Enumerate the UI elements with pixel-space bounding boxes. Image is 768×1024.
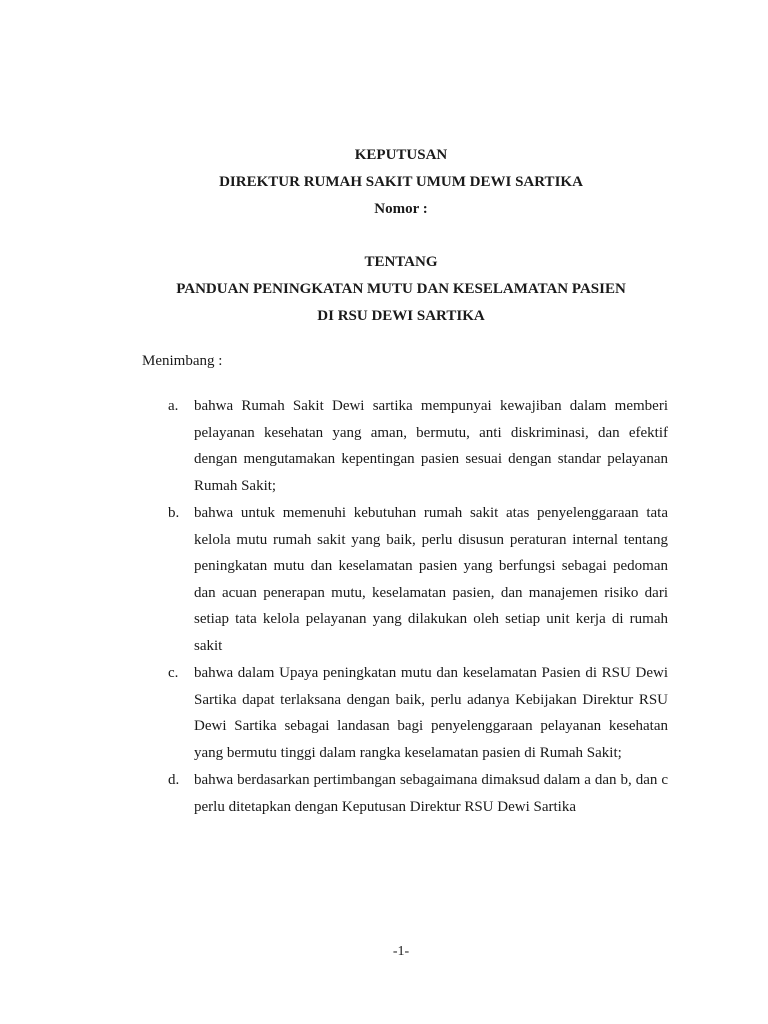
about-label: TENTANG xyxy=(364,254,438,270)
decree-title: KEPUTUSAN xyxy=(354,147,448,163)
clause-text: bahwa dalam Upaya peningkatan mutu dan keselamatan Pasien di RSU Dewi Sartika dapat terlaksana dengan baik, perlu adanya Kebijakan Direktur RSU Dewi Sartika sebagai landasan bagi penyelenggaraan pelayanan kesehatan yang bermutu tinggi dalam rangka keselamatan pasien di Rumah Sakit; xyxy=(194,665,668,761)
clause-text: bahwa berdasarkan pertimbangan sebagaimana dimaksud dalam a dan b, dan c perlu ditetapkan dengan Keputusan Direktur RSU Dewi Sartika xyxy=(194,772,668,815)
subject-line-2: DI RSU DEWI SARTIKA xyxy=(317,308,485,324)
decree-number-label: Nomor : xyxy=(374,201,428,217)
clause-marker: a. xyxy=(168,398,179,414)
considering-label: Menimbang : xyxy=(142,353,223,369)
clause-marker: b. xyxy=(168,505,180,521)
decree-issuer: DIREKTUR RUMAH SAKIT UMUM DEWI SARTIKA xyxy=(219,174,583,190)
clause-text: bahwa Rumah Sakit Dewi sartika mempunyai kewajiban dalam memberi pelayanan kesehatan yang aman, bermutu, anti diskriminasi, dan efektif dengan mengutamakan kepentingan pasien sesuai dengan standar pelayanan Rumah Sakit; xyxy=(194,398,668,494)
subject-line-1: PANDUAN PENINGKATAN MUTU DAN KESELAMATAN PASIEN xyxy=(176,281,626,297)
clause-marker: c. xyxy=(168,665,179,681)
clause-text: bahwa untuk memenuhi kebutuhan rumah sakit atas penyelenggaraan tata kelola mutu rumah sakit yang baik, perlu disusun peraturan internal tentang peningkatan mutu dan keselamatan pasien yang berfungsi sebagai pedoman dan acuan penerapan mutu, keselamatan pasien, dan manajemen risiko dari setiap tata kelola pelayanan yang dilakukan oleh setiap unit kerja di rumah sakit xyxy=(194,505,668,654)
clause-marker: d. xyxy=(168,772,180,788)
page-number: -1- xyxy=(392,944,410,959)
